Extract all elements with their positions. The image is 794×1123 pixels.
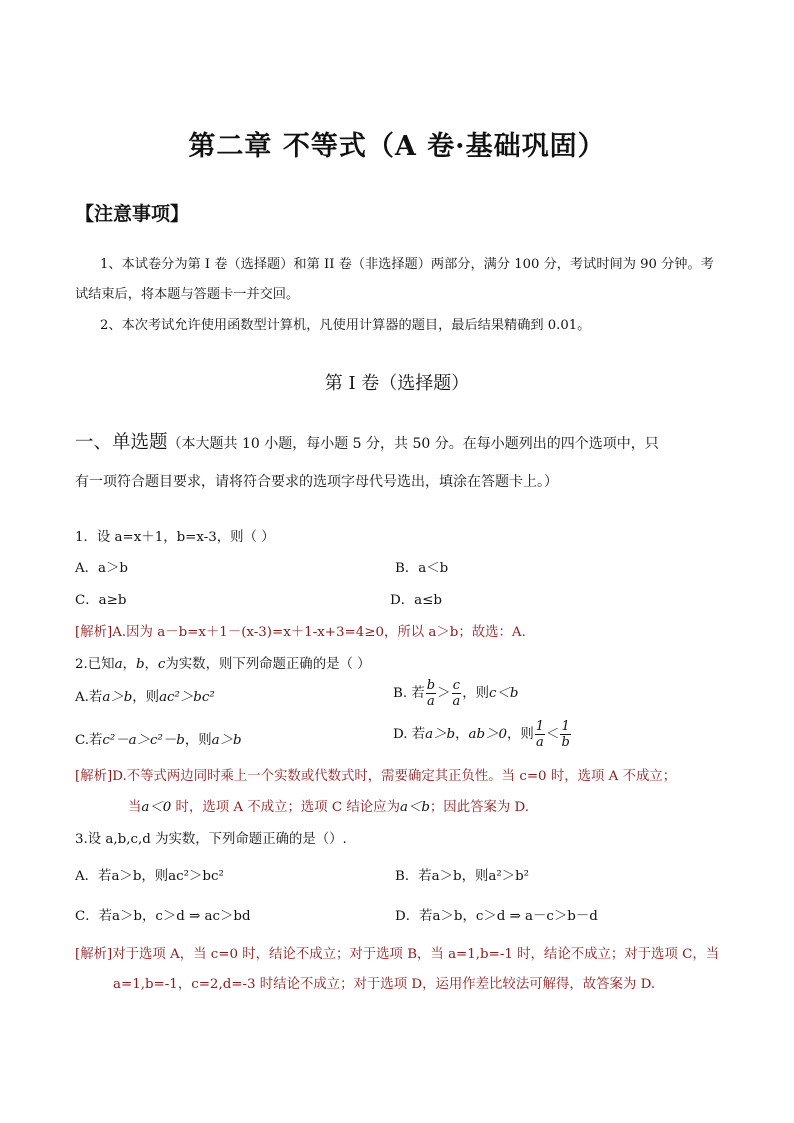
fraction-c-over-a: $\frac{c}{a}$ xyxy=(452,678,461,709)
section-heading-rest: （本大题共 10 小题，每小题 5 分，共 50 分。在每小题列出的四个选项中，只 xyxy=(167,436,659,452)
question-2-option-c: C.若c²－a＞c²－b，则a＞b xyxy=(75,733,242,748)
question-1-option-d: D．a≤b xyxy=(390,593,442,608)
question-3-analysis-line-2: a=1,b=-1，c=2,d=-3 时结论不成立；对于选项 D，运用作差比较法可解得，故答案为 D. xyxy=(113,977,656,992)
notice-item-2: 2、本次考试允许使用函数型计算机，凡使用计算器的题目，最后结果精确到 0.01。 xyxy=(100,318,591,333)
question-1-stem: 1．设 a=x＋1，b=x-3，则（ ） xyxy=(75,530,275,545)
section-1-title: 第 I 卷（选择题） xyxy=(324,373,470,394)
question-3-analysis-line-1: [解析]对于选项 A，当 c=0 时，结论不成立；对于选项 B，当 a=1,b=-1 时，结论不成立；对于选项 C，当 xyxy=(75,947,720,962)
question-3-option-d: D．若a＞b，c＞d ⇒ a－c＞b－d xyxy=(395,909,598,924)
section-1-heading-line-2: 有一项符合题目要求，请将符合要求的选项字母代号选出，填涂在答题卡上。） xyxy=(75,474,558,490)
question-2-stem: 2.已知a，b，c为实数，则下列命题正确的是（ ） xyxy=(75,657,371,672)
question-2-option-a: A.若a＞b，则ac²＞bc² xyxy=(75,690,215,705)
question-2-analysis-line-1: [解析]D.不等式两边同时乘上一个实数或代数式时，需要确定其正负性。当 c=0 时，选项 A 不成立； xyxy=(75,769,677,784)
fraction-1-over-a: $\frac{1}{a}$ xyxy=(535,719,545,750)
section-heading-label: 一、单选题 xyxy=(75,432,168,453)
notice-heading: 【注意事项】 xyxy=(75,203,190,225)
question-3-option-a: A．若a＞b，则ac²＞bc² xyxy=(75,869,224,884)
question-3-stem: 3.设 a,b,c,d 为实数，下列命题正确的是（）. xyxy=(75,832,347,847)
page-title: 第二章 不等式（A 卷·基础巩固） xyxy=(188,131,606,162)
question-1-option-b: B．a＜b xyxy=(395,561,449,576)
question-2-option-b: B. 若 $\frac{b}{a}$ ＞ $\frac{c}{a}$ ，则c＜b xyxy=(393,678,519,709)
fraction-1-over-b: $\frac{1}{b}$ xyxy=(561,719,570,750)
question-2-analysis-line-2: 当a＜0 时，选项 A 不成立；选项 C 结论应为a＜b；因此答案为 D. xyxy=(128,800,530,815)
question-1-analysis: [解析]A.因为 a－b=x＋1－(x-3)=x＋1-x+3=4≥0，所以 a＞b；故选：A. xyxy=(75,625,526,640)
question-3-option-c: C．若a＞b，c＞d ⇒ ac＞bd xyxy=(75,909,251,924)
fraction-b-over-a: $\frac{b}{a}$ xyxy=(426,678,436,709)
section-1-heading-line-1 xyxy=(75,428,659,454)
notice-item-1-line-1: 1、本试卷分为第 I 卷（选择题）和第 II 卷（非选择题）两部分，满分 100 分，考试时间为 90 分钟。考 xyxy=(100,257,714,272)
question-2-option-d: D. 若a＞b，ab＞0，则 $\frac{1}{a}$ ＜ $\frac{1}{b}$ xyxy=(393,719,570,750)
question-1-option-c: C．a≥b xyxy=(75,593,127,608)
notice-item-1-line-2: 试结束后，将本题与答题卡一并交回。 xyxy=(75,287,300,302)
question-1-option-a: A．a＞b xyxy=(75,561,129,576)
question-3-option-b: B．若a＞b，则a²＞b² xyxy=(395,869,530,884)
